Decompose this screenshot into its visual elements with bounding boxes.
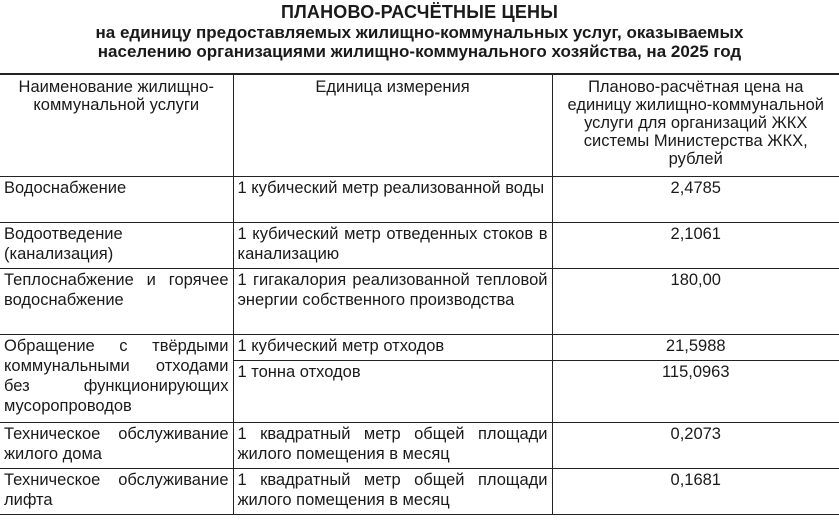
price-cell: 21,5988 (552, 335, 839, 361)
header-price: Планово-расчётная цена на единицу жилищно-коммунальной услуги для организаций ЖКХ системы Министерства ЖКХ, рублей (552, 74, 839, 177)
unit-cell: 1 кубический метр реализованной воды (233, 177, 552, 223)
service-name-cell: Техническое обслуживание лифта (0, 469, 233, 515)
document-subtitle-line-2: населению организациями жилищно-коммунального хозяйства, на 2025 год (97, 42, 742, 61)
table-row (0, 223, 839, 269)
table-header-row (0, 74, 839, 177)
document-subtitle-line-1: на единицу предоставляемых жилищно-коммунальных услуг, оказываемых (95, 23, 744, 42)
price-cell: 2,4785 (552, 177, 839, 223)
table-row (0, 469, 839, 515)
document-heading (0, 0, 839, 61)
unit-cell: 1 тонна отходов (233, 361, 552, 423)
unit-cell: 1 квадратный метр общей площади жилого помещения в месяц (233, 469, 552, 515)
unit-cell: 1 кубический метр отведенных стоков в канализацию (233, 223, 552, 269)
service-name-cell: Водоотведение (канализация) (0, 223, 233, 269)
price-cell: 115,0963 (552, 361, 839, 423)
header-service-name: Наименование жилищно-коммунальной услуги (0, 74, 233, 177)
price-cell: 0,2073 (552, 423, 839, 469)
table-row (0, 177, 839, 223)
price-table (0, 73, 839, 515)
table-row (0, 269, 839, 335)
table-row (0, 335, 839, 361)
unit-cell: 1 квадратный метр общей площади жилого помещения в месяц (233, 423, 552, 469)
service-name-cell: Теплоснабжение и горячее водоснабжение (0, 269, 233, 335)
table-row (0, 423, 839, 469)
price-cell: 0,1681 (552, 469, 839, 515)
document-title: ПЛАНОВО-РАСЧЁТНЫЕ ЦЕНЫ (280, 2, 559, 22)
header-unit: Единица измерения (233, 74, 552, 177)
service-name-cell: Обращение с твёрдыми коммунальными отходами без функционирующих мусоропроводов (0, 335, 233, 423)
unit-cell: 1 гигакалория реализованной тепловой энергии собственного производства (233, 269, 552, 335)
price-cell: 2,1061 (552, 223, 839, 269)
service-name-cell: Техническое обслуживание жилого дома (0, 423, 233, 469)
unit-cell: 1 кубический метр отходов (233, 335, 552, 361)
service-name-cell: Водоснабжение (0, 177, 233, 223)
price-cell: 180,00 (552, 269, 839, 335)
